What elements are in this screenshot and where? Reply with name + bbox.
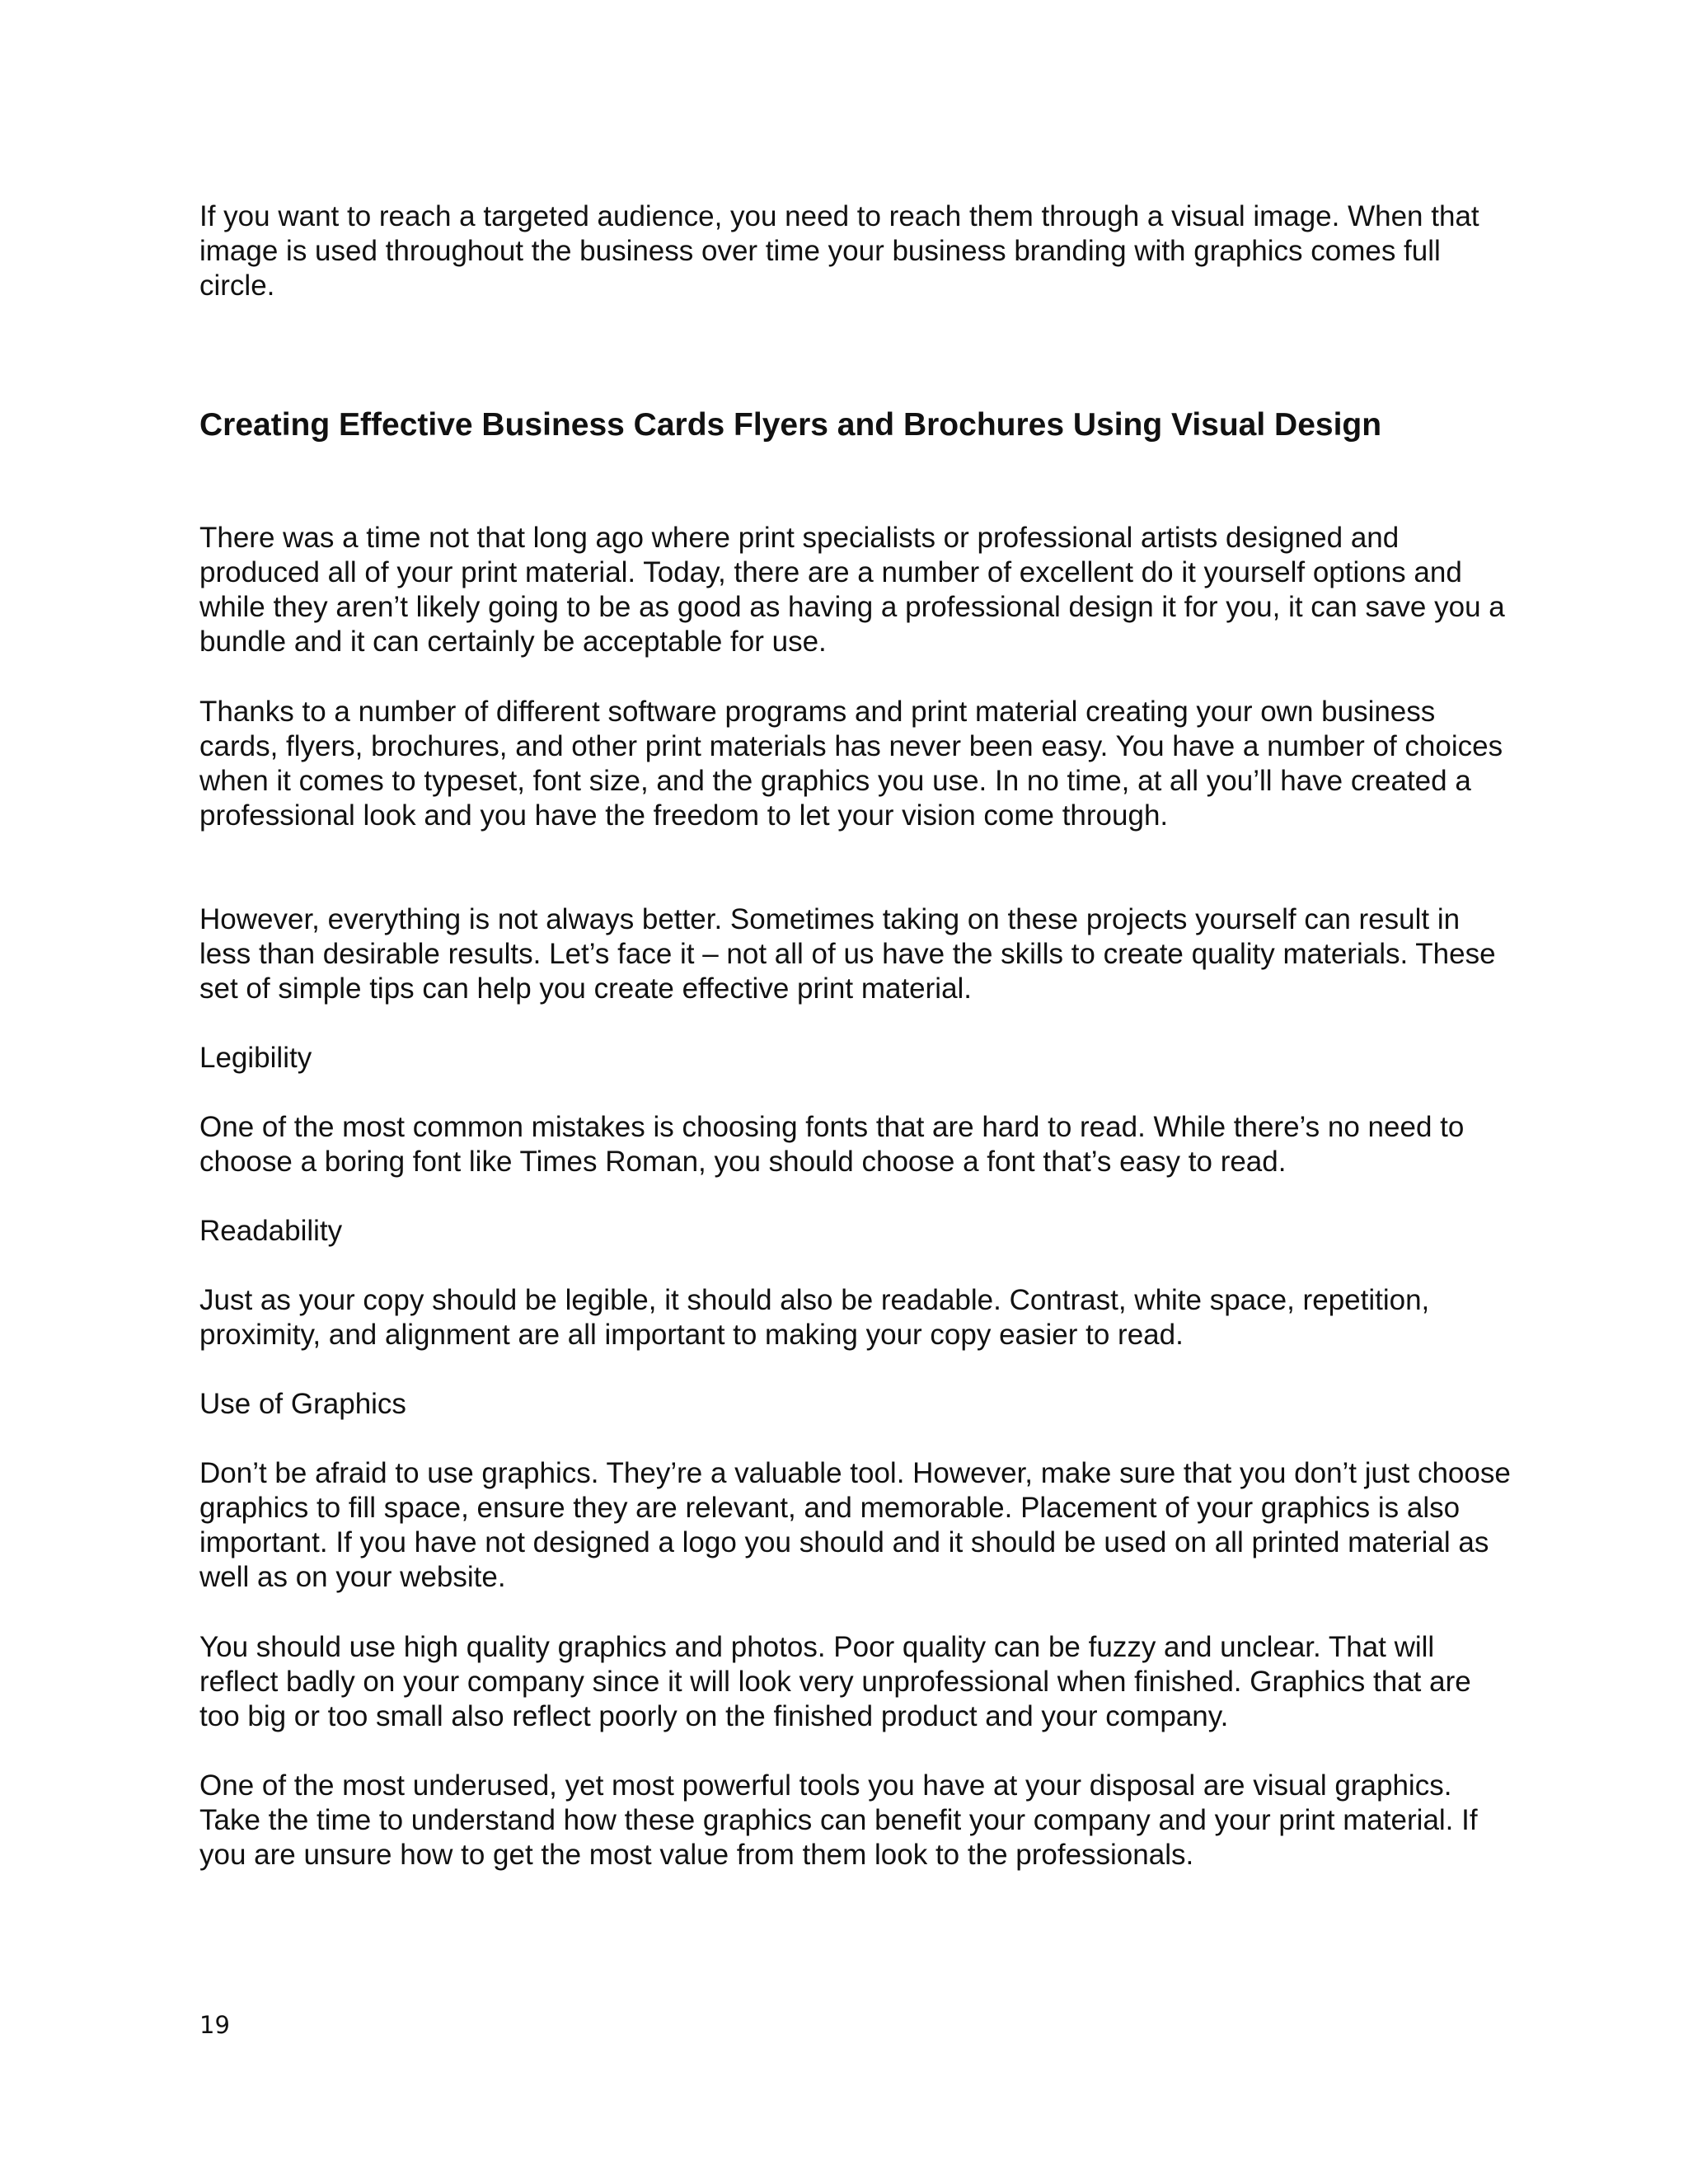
paragraph-legibility: One of the most common mistakes is choosing fonts that are hard to read. While there’s no need to choose a boring font like Times Roman, you should choose a font that’s easy to read. — [199, 1111, 1465, 1178]
paragraph-use-graphics: Don’t be afraid to use graphics. They’re a valuable tool. However, make sure that you don’t just choose graphics to fill space, ensure they are relevant, and memorable. Placement of your graphics is also important. If you have not designed a logo you should and it should be used on all printed material as well as on your website. — [199, 1457, 1511, 1593]
paragraph-software-programs: Thanks to a number of different software programs and print material creating your own business cards, flyers, brochures, and other print materials has never been easy. You have a number of choices when it comes to typeset, font size, and the graphics you use. In no time, at all you’ll have created a professional look and you have the freedom to let your vision come through. — [199, 696, 1503, 832]
section-heading: Creating Effective Business Cards Flyers and Brochures Using Visual Design — [199, 407, 1382, 443]
subheading-use-of-graphics: Use of Graphics — [199, 1388, 406, 1420]
intro-paragraph: If you want to reach a targeted audience, you need to reach them through a visual image. When that image is used throughout the business over time your business branding with graphics comes full circle. — [199, 200, 1479, 302]
page-number: 19 — [199, 2011, 230, 2039]
paragraph-not-always-better: However, everything is not always better. Sometimes taking on these projects yourself can result in less than desirable results. Let’s face it – not all of us have the skills to create quality materials. These set of simple tips can help you create effective print material. — [199, 903, 1496, 1005]
paragraph-high-quality: You should use high quality graphics and photos. Poor quality can be fuzzy and unclear. That will reflect badly on your company since it will look very unprofessional when finished. Graphics that are too big or too small also reflect poorly on the finished product and your company. — [199, 1631, 1471, 1732]
subheading-legibility: Legibility — [199, 1042, 312, 1074]
paragraph-readability: Just as your copy should be legible, it should also be readable. Contrast, white space, repetition, proximity, and alignment are all important to making your copy easier to read. — [199, 1284, 1430, 1351]
subheading-readability: Readability — [199, 1215, 343, 1247]
paragraph-print-history: There was a time not that long ago where print specialists or professional artists designed and produced all of your print material. Today, there are a number of excellent do it yourself options and while they aren’t likely going to be as good as having a professional design it for you, it can save you a bundle and it can certainly be acceptable for use. — [199, 522, 1505, 658]
paragraph-underused-tools: One of the most underused, yet most powerful tools you have at your disposal are visual graphics. Take the time to understand how these graphics can benefit your company and your print material. If you are unsure how to get the most value from them look to the professionals. — [199, 1769, 1478, 1871]
